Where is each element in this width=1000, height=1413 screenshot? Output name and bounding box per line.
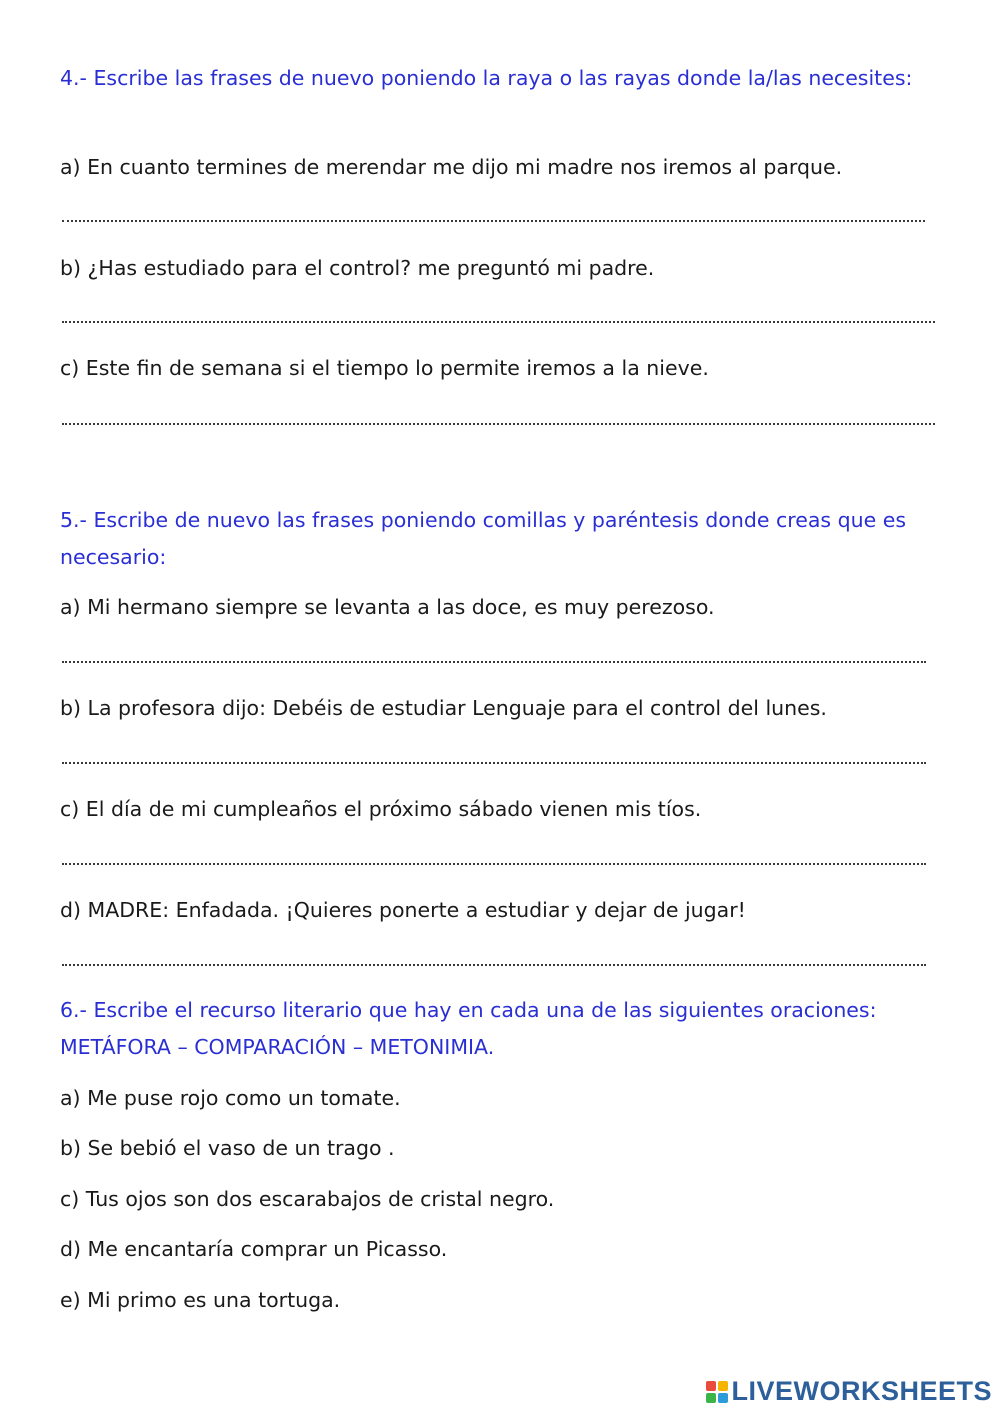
logo-tile bbox=[706, 1393, 716, 1403]
section-6-item-d: d) Me encantaría comprar un Picasso. bbox=[60, 1237, 448, 1261]
liveworksheets-logo[interactable] bbox=[706, 1376, 992, 1407]
logo-tile bbox=[718, 1393, 728, 1403]
section-5-item-b: b) La profesora dijo: Debéis de estudiar Lenguaje para el control del lunes. bbox=[60, 696, 827, 720]
logo-text: LIVEWORKSHEETS bbox=[731, 1376, 992, 1406]
section-4-heading: 4.- Escribe las frases de nuevo poniendo la raya o las rayas donde la/las necesites: bbox=[60, 66, 913, 90]
section-6-item-e: e) Mi primo es una tortuga. bbox=[60, 1288, 341, 1312]
logo-tile bbox=[718, 1381, 728, 1391]
section-6-heading: 6.- Escribe el recurso literario que hay en cada una de las siguientes oraciones: METÁFORA – COMPARACIÓN – METONIMIA. bbox=[60, 998, 877, 1059]
section-6-item-a: a) Me puse rojo como un tomate. bbox=[60, 1086, 401, 1110]
section-4-item-b: b) ¿Has estudiado para el control? me preguntó mi padre. bbox=[60, 256, 655, 280]
answer-line-4b[interactable] bbox=[62, 321, 935, 323]
section-6-item-b: b) Se bebió el vaso de un trago . bbox=[60, 1136, 395, 1160]
section-5-item-d: d) MADRE: Enfadada. ¡Quieres ponerte a estudiar y dejar de jugar! bbox=[60, 898, 746, 922]
section-5-item-c: c) El día de mi cumpleaños el próximo sábado vienen mis tíos. bbox=[60, 797, 702, 821]
section-4-item-c: c) Este fin de semana si el tiempo lo permite iremos a la nieve. bbox=[60, 356, 709, 380]
section-5-heading: 5.- Escribe de nuevo las frases poniendo comillas y paréntesis donde creas que es necesario: bbox=[60, 508, 907, 569]
answer-line-5c[interactable] bbox=[62, 863, 926, 865]
answer-line-5a[interactable] bbox=[62, 661, 926, 663]
answer-line-4c[interactable] bbox=[62, 423, 935, 425]
logo-tiles-icon bbox=[706, 1381, 728, 1403]
answer-line-5b[interactable] bbox=[62, 762, 926, 764]
answer-line-4a[interactable] bbox=[62, 220, 925, 222]
answer-line-5d[interactable] bbox=[62, 964, 926, 966]
section-5-item-a: a) Mi hermano siempre se levanta a las doce, es muy perezoso. bbox=[60, 595, 715, 619]
logo-tile bbox=[706, 1381, 716, 1391]
section-4-item-a: a) En cuanto termines de merendar me dijo mi madre nos iremos al parque. bbox=[60, 155, 843, 179]
section-6-item-c: c) Tus ojos son dos escarabajos de cristal negro. bbox=[60, 1187, 555, 1211]
